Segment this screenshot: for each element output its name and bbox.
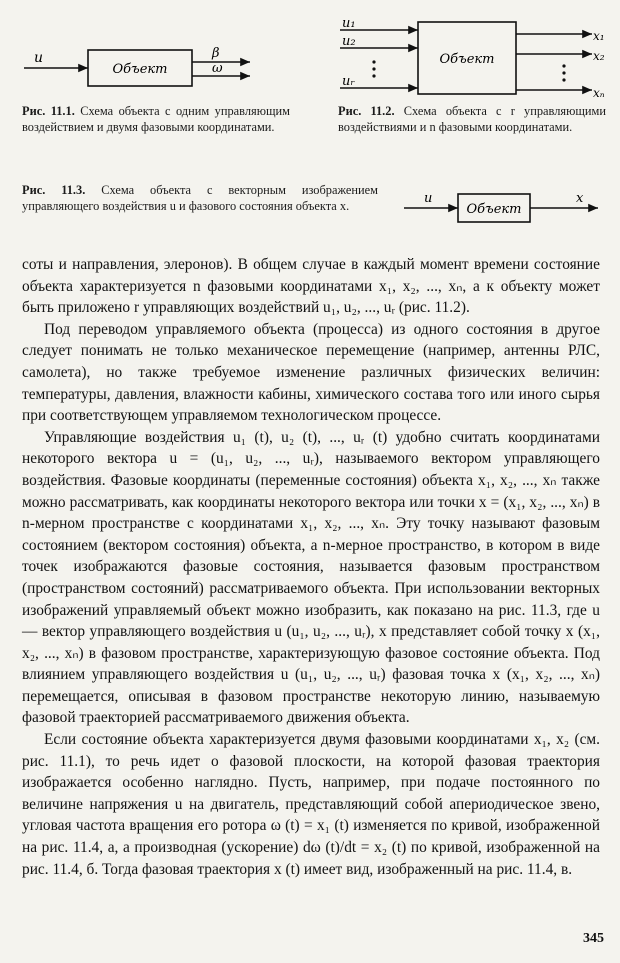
output-label-omega: ω bbox=[212, 61, 223, 76]
input-label-ur: uᵣ bbox=[342, 74, 355, 89]
input-label-u1: u₁ bbox=[342, 16, 356, 31]
input-label: u bbox=[34, 50, 44, 66]
figure-11-1-diagram bbox=[18, 10, 278, 90]
caption-label: Рис. 11.1. bbox=[22, 104, 75, 118]
caption-label: Рис. 11.2. bbox=[338, 104, 395, 118]
caption-text: Схема объекта с одним управляющим воздействием и двумя фазовыми координатами. bbox=[22, 104, 290, 134]
output-label-x2: x₂ bbox=[593, 49, 605, 63]
output-label-xn: xₙ bbox=[593, 86, 605, 100]
paragraph-3: Управляющие воздействия u₁ (t), u₂ (t), ..., uᵣ (t) удобно считать координатами некоторого вектора u = (u₁, u₂, ..., uᵣ), называемого вектором управляющего воздействия. Фазовые координаты (переменные состояния) объекта x₁, x₂, ..., xₙ также можно рассматривать, как координаты некоторого вектора или точки x = (x₁, x₂, ..., xₙ) в n-мерном пространстве с координатами x₁, x₂, ..., xₙ. Эту точку называют фазовым состоянием (вектором состояния) объекта, а n-мерное пространство, в котором в виде точек изображаются фазовые состояния, называется фазовым пространством (пространством состояний) рассматриваемого объекта. При использовании векторных изображений управляемый объект можно изобразить, как показано на рис. 11.3, где u — вектор управляющего воздействия u (u₁, u₂, ..., uᵣ), x представляет собой точку x (x₁, x₂, ..., xₙ) в фазовом пространстве, характеризующую фазовое состояние объекта. Под влиянием управляющего воздействия u (u₁, u₂, ..., uᵣ) фазовая точка x (x₁, x₂, ..., xₙ) перемещается, описывая в фазовом пространстве некоторую линию, называемую фазовой траекторией рассматриваемого движения объекта. bbox=[22, 428, 600, 727]
object-box-label: Объект bbox=[439, 52, 495, 67]
figure-11-1 bbox=[18, 10, 278, 90]
object-box-label: Объект bbox=[112, 62, 168, 77]
output-label-x: x bbox=[576, 191, 584, 206]
input-ellipsis bbox=[372, 60, 375, 77]
paragraph-2: Под переводом управляемого объекта (процесса) из одного состояния в другое следует понимать не только механическое перемещение (например, антенны РЛС, самолета), но также требуемое изменение различных физических величин: температуры, давления, влажности кабины, химического состава того или иного сырья при соответствующем управляемом технологическом процессе. bbox=[22, 320, 600, 425]
body-text bbox=[22, 254, 600, 880]
figure-11-2-caption bbox=[338, 104, 606, 135]
paragraph-4: Если состояние объекта характеризуется двумя фазовыми координатами x₁, x₂ (см. рис. 11.1), то речь идет о фазовой плоскости, на которой фазовая траектория изображается особенно наглядно. Пусть, например, при подаче постоянного по величине напряжения u на двигатель, представляющий собой апериодическое звено, угловая частота вращения его ротора ω (t) = x₁ (t) изменяется по кривой, изображенной на рис. 11.4, а, а производная (ускорение) dω (t)/dt = x₂ (t) по кривой, изображенной на рис. 11.4, б. Тогда фазовая траектория x (t) имеет вид, изображенный на рис. 11.4, в. bbox=[22, 731, 600, 878]
caption-text: Схема объекта с r управляющими воздействиями и n фазовыми координатами. bbox=[338, 104, 607, 134]
figure-11-3 bbox=[398, 184, 608, 230]
figure-11-2-diagram bbox=[334, 10, 614, 100]
paragraph-1: соты и направления, элеронов). В общем случае в каждый момент времени состояние объекта характеризуется n фазовыми координатами x₁, x₂, ..., xₙ, а к объекту может быть приложено r управляющих воздействий u₁, u₂, ..., uᵣ (рис. 11.2). bbox=[22, 256, 600, 317]
caption-label: Рис. 11.3. bbox=[22, 183, 86, 197]
figure-11-3-caption bbox=[22, 183, 378, 214]
output-label-beta: β bbox=[212, 46, 220, 61]
page-number: 345 bbox=[583, 931, 604, 946]
caption-text: Схема объекта с векторным изображением управляющего воздействия u и фазового состояния объекта x. bbox=[22, 183, 378, 213]
figure-11-1-caption bbox=[22, 104, 290, 135]
input-label-u: u bbox=[424, 191, 433, 206]
object-box-label: Объект bbox=[466, 202, 522, 217]
output-ellipsis bbox=[562, 64, 565, 81]
figure-11-2 bbox=[334, 10, 614, 100]
input-label-u2: u₂ bbox=[342, 34, 356, 49]
output-label-x1: x₁ bbox=[593, 29, 605, 43]
figure-11-3-diagram bbox=[398, 184, 608, 230]
